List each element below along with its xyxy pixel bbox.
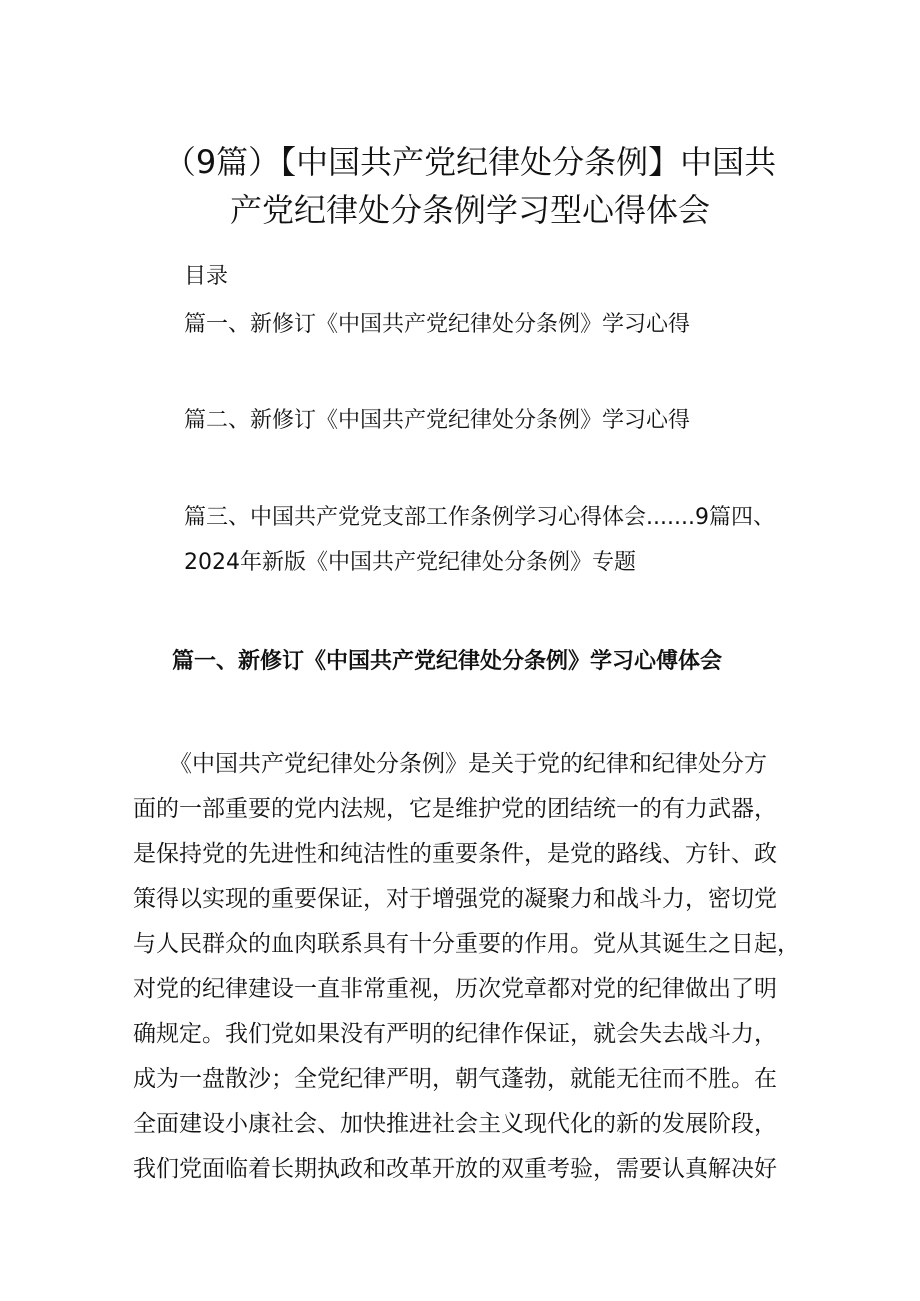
document-title xyxy=(130,138,810,234)
toc-item-2: 篇二、新修订《中国共产党纪律处分条例》学习心得 xyxy=(184,408,691,433)
body-paragraph xyxy=(133,744,800,1194)
title-line-2: 产党纪律处分条例学习型心得体会 xyxy=(229,191,710,229)
body-line: 《中国共产党纪律处分条例》是关于党的纪律和纪律处分方 xyxy=(169,751,767,777)
toc-item-3: 篇三、中国共产党党支部工作条例学习心得体会.......9篇四、 xyxy=(184,505,775,530)
toc-heading: 目录 xyxy=(184,264,229,289)
body-line: 面的一部重要的党内法规，它是维护党的团结统一的有力武器， xyxy=(133,796,777,822)
toc-item-4: 2024年新版《中国共产党纪律处分条例》专题 xyxy=(184,550,636,575)
section-heading: 篇一、新修订《中国共产党纪律处分条例》学习心傅体会 xyxy=(172,649,723,674)
body-line: 对党的纪律建设一直非常重视，历次党章都对党的纪律做出了明 xyxy=(133,976,777,1002)
toc-item-1: 篇一、新修订《中国共产党纪律处分条例》学习心得 xyxy=(184,312,691,337)
body-line: 成为一盘散沙；全党纪律严明，朝气蓬勃，就能无往而不胜。在 xyxy=(133,1066,777,1092)
body-line: 与人民群众的血肉联系具有十分重要的作用。党从其诞生之日起， xyxy=(133,931,800,957)
body-line: 确规定。我们党如果没有严明的纪律作保证，就会失去战斗力， xyxy=(133,1021,777,1047)
body-line: 是保持党的先进性和纯洁性的重要条件，是党的路线、方针、政 xyxy=(133,841,777,867)
body-line: 全面建设小康社会、加快推进社会主义现代化的新的发展阶段， xyxy=(133,1111,777,1137)
body-line: 策得以实现的重要保证，对于增强党的凝聚力和战斗力，密切党 xyxy=(133,886,777,912)
body-line: 我们党面临着长期执政和改革开放的双重考验，需要认真解决好 xyxy=(133,1156,777,1182)
title-line-1: （9篇）【中国共产党纪律处分条例】中国共 xyxy=(163,143,777,181)
